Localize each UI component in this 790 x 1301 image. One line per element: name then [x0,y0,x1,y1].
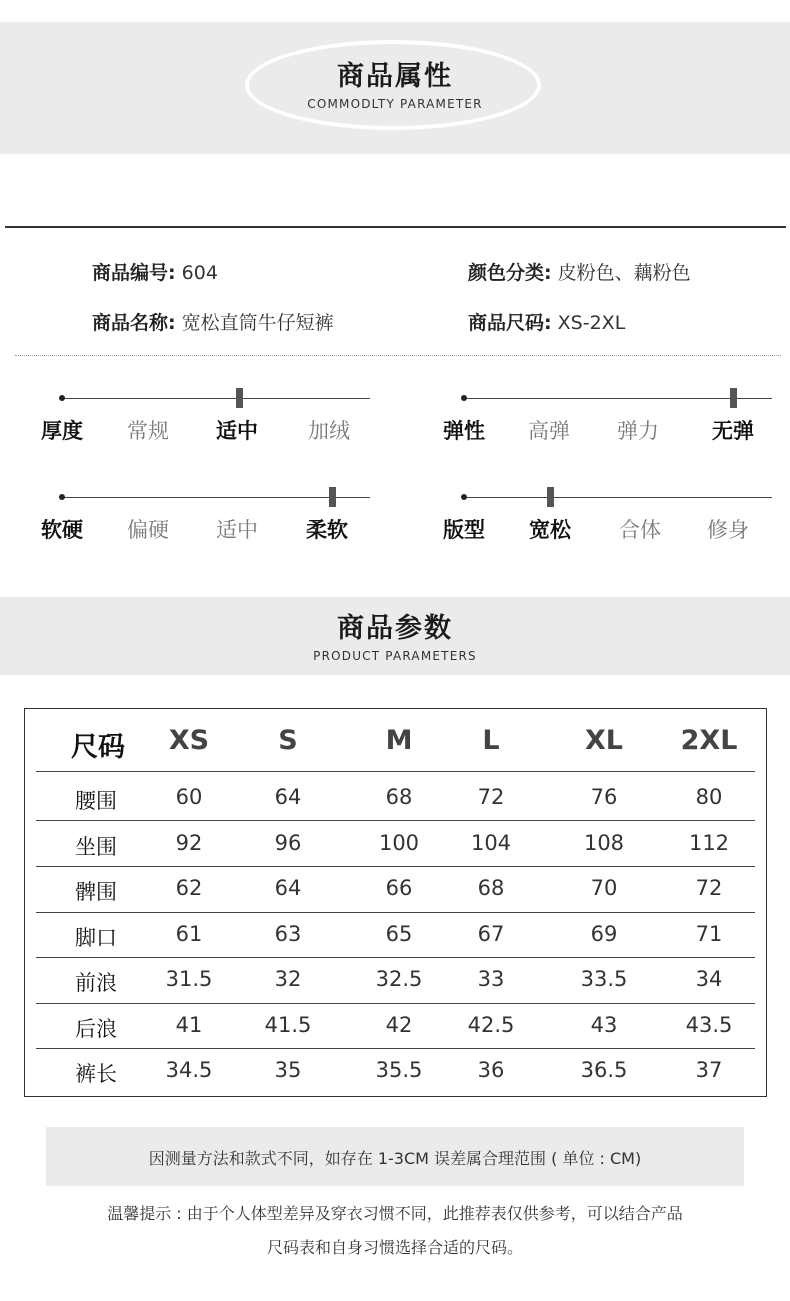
attribute-label: 厚度 [41,419,83,443]
tip-line-2: 尺码表和自身习惯选择合适的尺码。 [266,1238,523,1257]
table-cell: 60 [175,785,203,809]
product-code-value: 604 [181,262,218,284]
table-cell: 35 [274,1058,302,1082]
scale-line [62,398,370,399]
table-row-divider [36,820,755,821]
attribute-option: 合体 [619,518,661,542]
scale-start-dot [461,395,467,401]
table-column-header: XL [584,725,624,756]
table-cell: 100 [378,831,420,855]
table-cell: 70 [590,876,618,900]
product-name [92,308,334,335]
table-cell: 32 [274,967,302,991]
attribute-option-selected: 柔软 [306,518,348,542]
table-column-header: M [385,725,413,756]
product-name-value: 宽松直筒牛仔短裤 [181,312,334,334]
table-row-label: 坐围 [75,835,117,859]
table-cell: 80 [695,785,723,809]
table-cell: 36.5 [580,1058,628,1082]
table-cell: 96 [274,831,302,855]
attribute-label: 版型 [443,518,485,542]
product-size-value: XS-2XL [557,312,626,334]
product-code-label: 商品编号: [92,262,176,284]
table-cell: 36 [477,1058,505,1082]
attribute-option: 修身 [707,518,749,542]
table-row-divider [36,866,755,867]
table-cell: 34.5 [165,1058,213,1082]
table-cell: 72 [477,785,505,809]
scale-line [464,398,772,399]
attribute-option: 加绒 [308,419,350,443]
table-corner-header: 尺码 [71,732,125,763]
scale-marker [236,388,243,408]
table-row-label: 髀围 [75,880,117,904]
table-cell: 62 [175,876,203,900]
attribute-option: 弹力 [617,419,659,443]
product-color-value: 皮粉色、藕粉色 [557,262,691,284]
scale-start-dot [461,494,467,500]
table-cell: 66 [385,876,413,900]
product-color-label: 颜色分类: [468,262,552,284]
table-cell: 68 [385,785,413,809]
header-title: 商品属性 [337,61,453,92]
attribute-option-selected: 适中 [216,419,258,443]
table-column-header: S [278,725,298,756]
measure-note: 因测量方法和款式不同，如存在 1-3CM 误差属合理范围 ( 单位 : CM) [148,1149,642,1168]
attribute-option: 常规 [127,419,169,443]
header-subtitle: COMMODLTY PARAMETER [307,97,483,111]
table-row-label: 裤长 [75,1062,117,1086]
attribute-option: 适中 [216,518,258,542]
table-cell: 42 [385,1013,413,1037]
table-cell: 72 [695,876,723,900]
table-column-header: 2XL [680,725,738,756]
table-cell: 76 [590,785,618,809]
table-cell: 43.5 [685,1013,733,1037]
table-cell: 41.5 [264,1013,312,1037]
table-cell: 104 [470,831,512,855]
table-row-divider [36,1003,755,1004]
divider [5,226,786,228]
scale-marker [547,487,554,507]
product-name-label: 商品名称: [92,312,176,334]
table-cell: 33.5 [580,967,628,991]
table-cell: 33 [477,967,505,991]
table-cell: 32.5 [375,967,423,991]
table-cell: 37 [695,1058,723,1082]
tip-line-1: 温馨提示 : 由于个人体型差异及穿衣习惯不同，此推荐表仅供参考，可以结合产品 [107,1204,683,1223]
table-row-label: 腰围 [75,789,117,813]
table-cell: 64 [274,876,302,900]
attribute-option-selected: 无弹 [712,419,754,443]
table-cell: 69 [590,922,618,946]
dotted-divider [15,355,781,356]
product-size [468,308,625,335]
table-row-divider [36,957,755,958]
params-title: 商品参数 [337,613,453,644]
scale-marker [329,487,336,507]
table-cell: 65 [385,922,413,946]
table-cell: 64 [274,785,302,809]
table-cell: 67 [477,922,505,946]
scale-start-dot [59,494,65,500]
table-cell: 68 [477,876,505,900]
table-cell: 34 [695,967,723,991]
attribute-option: 高弹 [528,419,570,443]
attribute-option-selected: 宽松 [529,518,571,542]
attribute-option: 偏硬 [127,518,169,542]
table-cell: 71 [695,922,723,946]
attribute-label: 弹性 [443,419,485,443]
table-cell: 112 [688,831,730,855]
table-cell: 108 [583,831,625,855]
table-row-divider [36,1048,755,1049]
table-row-label: 前浪 [75,971,117,995]
attribute-label: 软硬 [41,518,83,542]
table-column-header: XS [168,725,210,756]
product-size-label: 商品尺码: [468,312,552,334]
table-row-divider [36,771,755,772]
scale-line [62,497,370,498]
table-cell: 41 [175,1013,203,1037]
table-row-divider [36,912,755,913]
table-cell: 35.5 [375,1058,423,1082]
params-subtitle: PRODUCT PARAMETERS [313,649,477,663]
product-code [92,258,218,285]
scale-start-dot [59,395,65,401]
table-cell: 61 [175,922,203,946]
table-cell: 42.5 [467,1013,515,1037]
table-cell: 63 [274,922,302,946]
table-column-header: L [482,725,500,756]
table-row-label: 后浪 [75,1017,117,1041]
table-cell: 31.5 [165,967,213,991]
table-row-label: 脚口 [75,926,117,950]
table-cell: 43 [590,1013,618,1037]
table-cell: 92 [175,831,203,855]
scale-marker [730,388,737,408]
scale-line [464,497,772,498]
product-color [468,258,691,285]
